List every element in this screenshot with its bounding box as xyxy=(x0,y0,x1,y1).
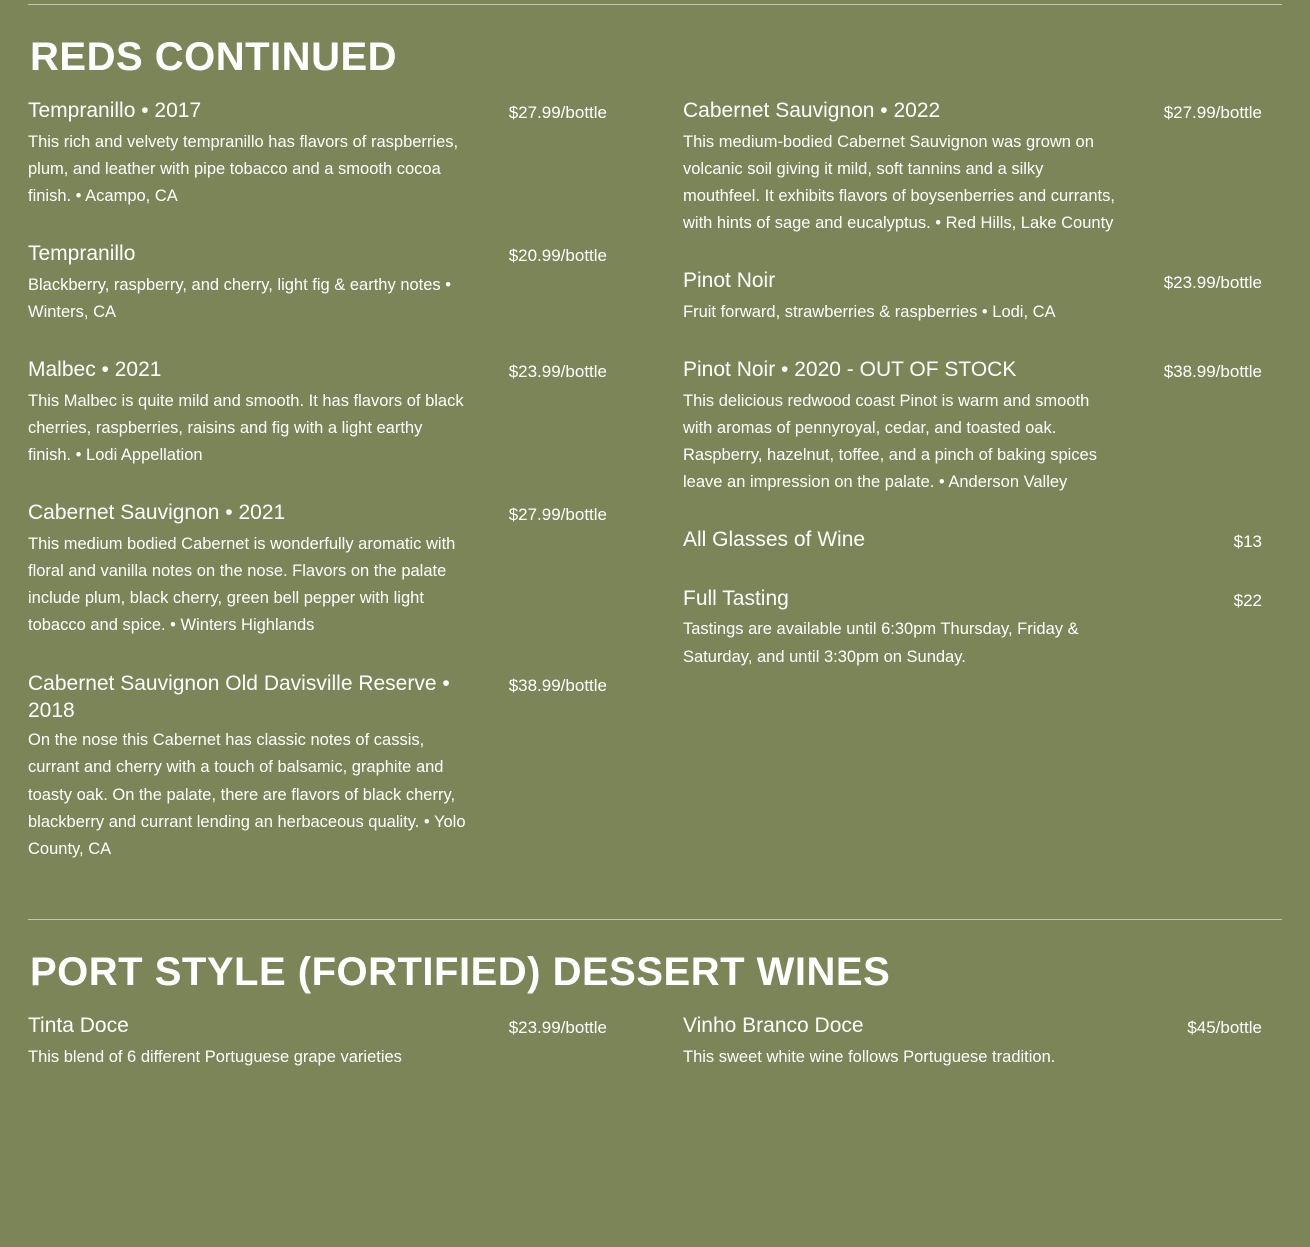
menu-item-name: Cabernet Sauvignon • 2022 xyxy=(683,99,941,122)
right-column xyxy=(655,97,1282,893)
menu-item-price: $38.99/bottle xyxy=(1163,362,1262,382)
menu-item-description: On the nose this Cabernet has classic notes of cassis, currant and cherry with a touch of balsamic, graphite and toasty oak. On the palate, there are flavors of black cherry, blackberry and currant lending an herbaceous quality. • Yolo County, CA xyxy=(28,731,466,859)
menu-item-price: $23.99/bottle xyxy=(508,1018,607,1038)
menu-item-price: $45/bottle xyxy=(1187,1018,1262,1038)
menu-item-name: Pinot Noir xyxy=(683,269,776,293)
top-divider xyxy=(28,4,1282,5)
menu-item xyxy=(28,97,607,210)
menu-item-name: Cabernet Sauvignon • 2021 xyxy=(28,501,286,525)
menu-item-head xyxy=(28,499,607,528)
menu-item-head xyxy=(28,356,607,385)
menu-item-description: This delicious redwood coast Pinot is warm and smooth with aromas of pennyroyal, cedar, and toasted oak. Raspberry, hazelnut, toffee, and a pinch of baking spices leave an impression on the palate. • Anderson Valley xyxy=(683,391,1097,492)
menu-item-price: $27.99/bottle xyxy=(508,103,607,122)
menu-item-name: Malbec • 2021 xyxy=(28,358,162,382)
menu-item xyxy=(28,1012,607,1071)
left-column xyxy=(28,1012,655,1101)
menu-item xyxy=(28,499,607,639)
menu-item-head xyxy=(28,97,607,126)
menu-item xyxy=(28,670,607,864)
menu-item-head xyxy=(28,670,607,725)
left-column xyxy=(28,97,655,893)
menu-item-head xyxy=(683,267,1262,296)
menu-item-head xyxy=(28,1012,607,1041)
menu-item xyxy=(683,267,1262,326)
menu-item-price: $27.99/bottle xyxy=(508,505,607,525)
menu-item-price: $20.99/bottle xyxy=(508,246,607,266)
menu-item-name: Cabernet Sauvignon Old Davisville Reserve • 2018 xyxy=(28,671,450,722)
menu-item-name: Vinho Branco Doce xyxy=(683,1014,864,1038)
menu-item-description: This medium-bodied Cabernet Sauvignon was grown on volcanic soil giving it mild, soft tannins and a silky mouthfeel. It exhibits flavors of boysenberries and currants, with hints of sage and eucalyptus. • Red Hills, Lake County xyxy=(683,132,1115,233)
menu-item xyxy=(683,526,1262,555)
menu-item-name: All Glasses of Wine xyxy=(683,528,866,552)
menu-item xyxy=(28,356,607,469)
menu-item-description: This Malbec is quite mild and smooth. It has flavors of black cherries, raspberries, raisins and fig with a light earthy finish. • Lodi Appellation xyxy=(28,391,464,465)
menu-item-head xyxy=(683,1012,1262,1041)
menu-item-name: Tempranillo xyxy=(28,242,136,266)
section-title: PORT STYLE (FORTIFIED) DESSERT WINES xyxy=(30,950,891,995)
section-title: REDS CONTINUED xyxy=(30,35,398,79)
right-column xyxy=(655,1012,1282,1101)
menu-item xyxy=(683,585,1262,671)
menu-item-price: $22 xyxy=(1233,590,1262,610)
section-divider xyxy=(28,919,1282,920)
menu-item-description: This rich and velvety tempranillo has flavors of raspberries, plum, and leather with pipe tobacco and a smooth cocoa finish. • Acampo, CA xyxy=(28,132,459,205)
menu-item-name: Full Tasting xyxy=(683,586,789,610)
menu-item-head xyxy=(28,240,607,269)
menu-item xyxy=(683,356,1262,496)
menu-item-description: Tastings are available until 6:30pm Thursday, Friday & Saturday, and until 3:30pm on Sunday. xyxy=(683,620,1079,666)
menu-item-price: $23.99/bottle xyxy=(508,362,607,382)
wine-menu-page xyxy=(0,4,1310,1101)
section-columns xyxy=(28,97,1282,893)
section-divider-wrap xyxy=(28,893,1282,920)
menu-item-head xyxy=(683,356,1262,385)
menu-item-price: $27.99/bottle xyxy=(1163,103,1262,122)
menu-item-price: $38.99/bottle xyxy=(508,675,607,695)
menu-item-name: Tinta Doce xyxy=(28,1014,129,1038)
menu-item-head xyxy=(683,526,1262,555)
menu-item-description: Fruit forward, strawberries & raspberries • Lodi, CA xyxy=(683,302,1056,321)
menu-item xyxy=(683,1012,1262,1071)
menu-item-head xyxy=(683,585,1262,614)
section-reds-continued xyxy=(28,35,1282,893)
menu-item-price: $13 xyxy=(1233,532,1262,552)
menu-item-description: This sweet white wine follows Portuguese tradition. xyxy=(683,1047,1056,1066)
menu-item xyxy=(28,240,607,326)
menu-item-price: $23.99/bottle xyxy=(1163,273,1262,293)
menu-item-description: This blend of 6 different Portuguese grape varieties xyxy=(28,1047,402,1066)
section-columns xyxy=(28,1012,1282,1101)
menu-item xyxy=(683,97,1262,237)
menu-item-name: Pinot Noir • 2020 - OUT OF STOCK xyxy=(683,358,1017,382)
section-port-style-dessert-wines xyxy=(28,950,1282,1101)
menu-item-name: Tempranillo • 2017 xyxy=(28,99,202,122)
menu-item-description: Blackberry, raspberry, and cherry, light fig & earthy notes • Winters, CA xyxy=(28,275,452,321)
menu-item-head xyxy=(683,97,1262,126)
menu-item-description: This medium bodied Cabernet is wonderfully aromatic with floral and vanilla notes on the nose. Flavors on the palate include plum, black cherry, green bell pepper with light tobacco and spice. • Winters Highlands xyxy=(28,534,456,635)
